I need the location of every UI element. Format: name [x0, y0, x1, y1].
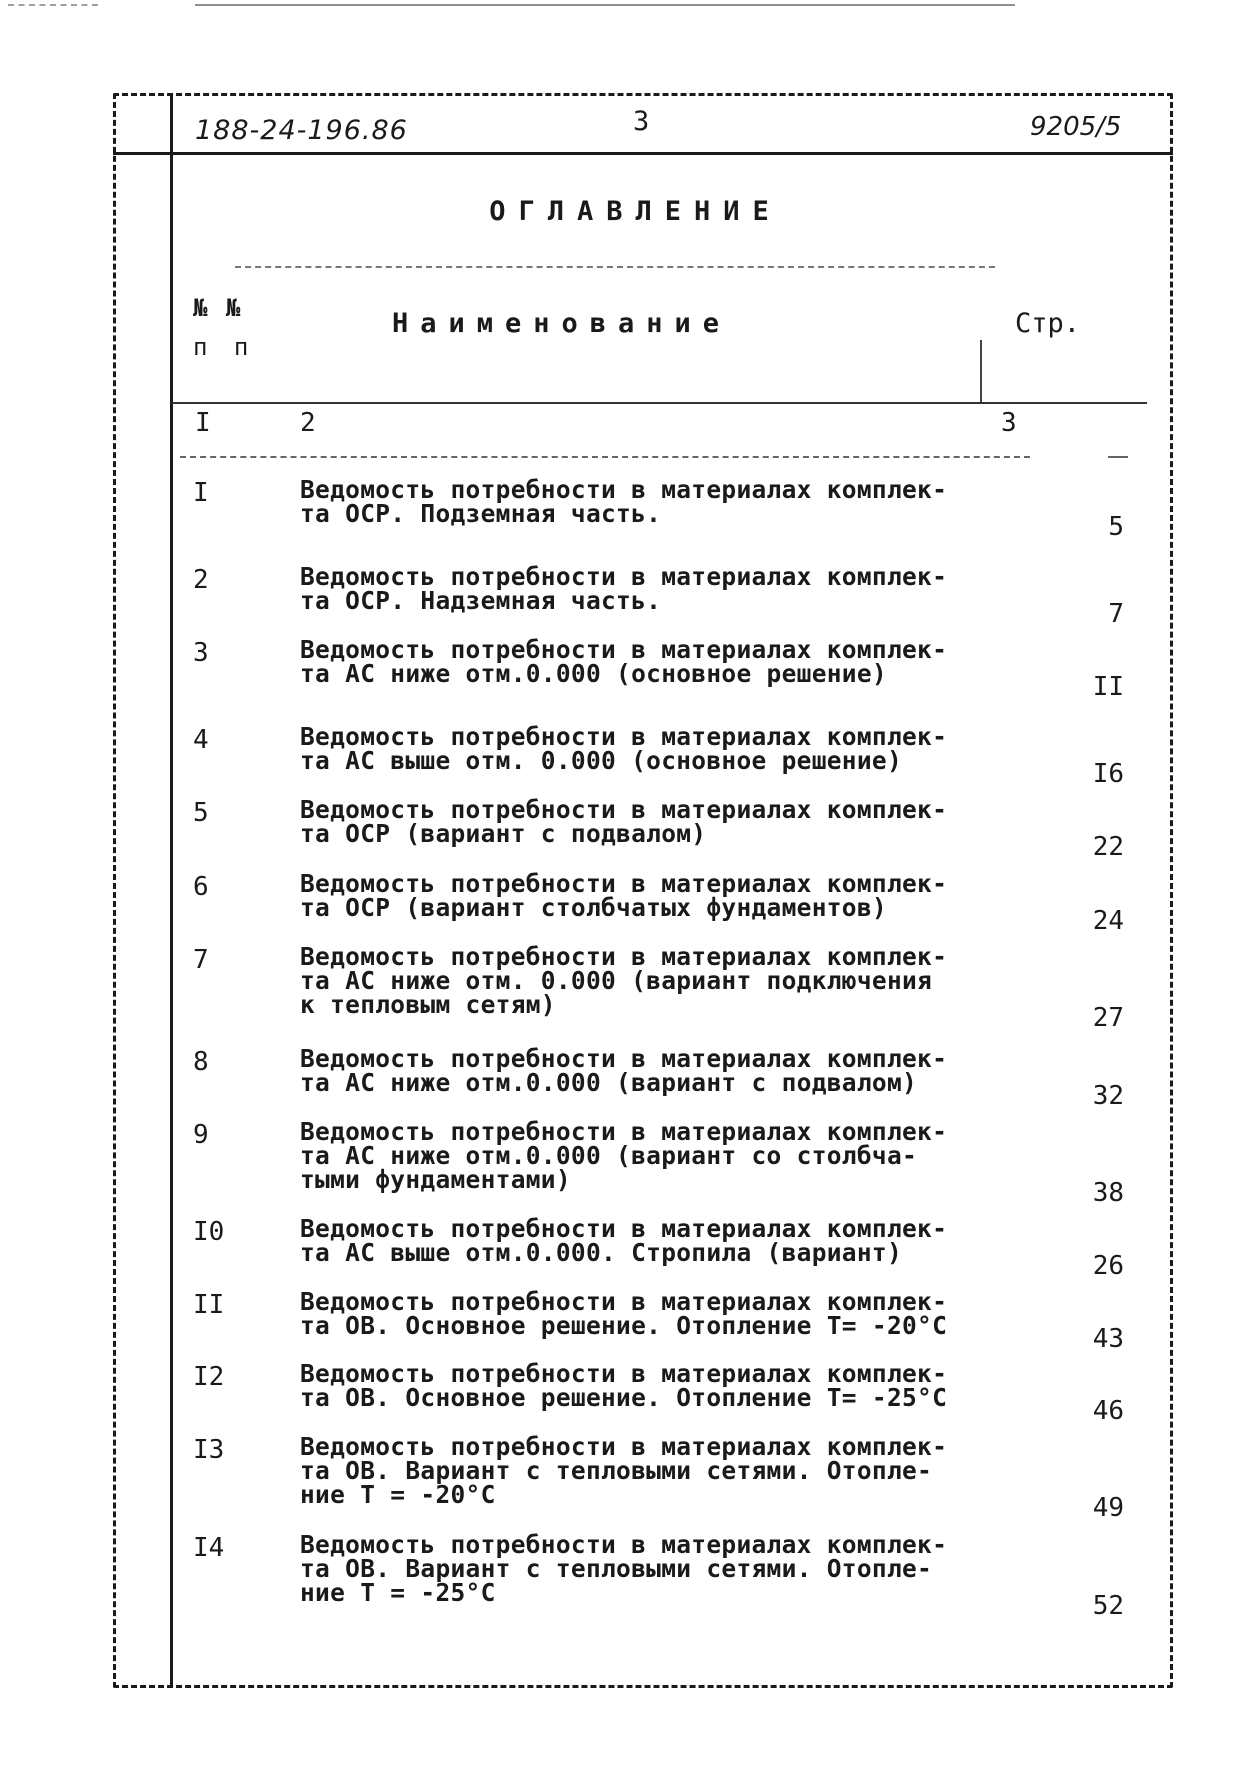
toc-entry-page: 32 — [1092, 1081, 1124, 1111]
title-divider — [235, 266, 995, 268]
toc-entry-title: Ведомость потребности в материалах комплек- та АС ниже отм. 0.000 (вариант подключения к тепловым сетям) — [300, 942, 948, 1019]
toc-entry-title: Ведомость потребности в материалах комплек- та ОСР (вариант с подвалом) — [300, 795, 948, 848]
toc-entry-title: Ведомость потребности в материалах комплек- та АС ниже отм.0.000 (вариант со столбча- тыми фундаментами) — [300, 1117, 948, 1194]
toc-entry-title: Ведомость потребности в материалах комплек- та АС ниже отм.0.000 (основное решение) — [300, 635, 948, 688]
toc-entry-page: 49 — [1092, 1493, 1124, 1523]
toc-entry-title: Ведомость потребности в материалах комплек- та АС ниже отм.0.000 (вариант с подвалом) — [300, 1044, 948, 1097]
toc-entry-number: I3 — [193, 1435, 225, 1465]
toc-entry-page: 43 — [1092, 1324, 1124, 1354]
toc-entry-title: Ведомость потребности в материалах комплек- та ОВ. Вариант с тепловыми сетями. Отопле- ние Т = -25°С — [300, 1530, 948, 1607]
table-header-rule — [172, 402, 1147, 404]
toc-entry-page: 38 — [1092, 1178, 1124, 1208]
toc-entry-number: 4 — [193, 725, 209, 755]
archive-code: 9205/5 — [1030, 112, 1122, 142]
toc-entry-title: Ведомость потребности в материалах комплек- та ОВ. Основное решение. Отопление Т= -25°С — [300, 1359, 948, 1412]
toc-entry-number: I4 — [193, 1533, 225, 1563]
toc-entry-number: 6 — [193, 872, 209, 902]
document-code: 188-24-196.86 — [195, 115, 408, 146]
toc-entry-page: 5 — [1108, 512, 1124, 542]
toc-entry-title: Ведомость потребности в материалах комплек- та ОВ. Вариант с тепловыми сетями. Отопле- ние Т = -20°С — [300, 1432, 948, 1509]
column-header-number: № № — [193, 294, 243, 322]
toc-entry-number: 3 — [193, 638, 209, 668]
column-index-2: 2 — [300, 408, 316, 438]
toc-entry-title: Ведомость потребности в материалах комплек- та АС выше отм. 0.000 (основное решение) — [300, 722, 948, 775]
column-header-name: Наименование — [392, 308, 732, 339]
page-title: ОГЛАВЛЕНИЕ — [489, 196, 782, 227]
column-index-rule — [180, 456, 1030, 458]
page-number: 3 — [633, 106, 650, 137]
toc-entry-title: Ведомость потребности в материалах комплек- та ОВ. Основное решение. Отопление Т= -20°С — [300, 1287, 948, 1340]
column-header-page: Стр. — [1015, 308, 1081, 339]
toc-entry-title: Ведомость потребности в материалах комплек- та АС выше отм.0.000. Стропила (вариант) — [300, 1214, 948, 1267]
toc-entry-page: 26 — [1092, 1251, 1124, 1281]
toc-entry-number: 8 — [193, 1047, 209, 1077]
toc-entry-number: I0 — [193, 1217, 225, 1247]
toc-entry-page: 52 — [1092, 1591, 1124, 1621]
header-rule — [113, 152, 1173, 155]
toc-entry-number: II — [193, 1290, 225, 1320]
column-header-number-sub: п п — [193, 333, 255, 361]
scan-artifact-line — [8, 4, 98, 6]
toc-entry-page: 22 — [1092, 832, 1124, 862]
toc-entry-title: Ведомость потребности в материалах комплек- та ОСР (вариант столбчатых фундаментов) — [300, 869, 948, 922]
column-index-3: 3 — [1001, 408, 1017, 438]
toc-entry-page: 7 — [1108, 599, 1124, 629]
toc-entry-page: 46 — [1092, 1396, 1124, 1426]
toc-entry-title: Ведомость потребности в материалах комплек- та ОСР. Подземная часть. — [300, 475, 948, 528]
toc-entry-page: 27 — [1092, 1003, 1124, 1033]
toc-entry-number: 2 — [193, 565, 209, 595]
toc-entry-number: I2 — [193, 1362, 225, 1392]
toc-entry-number: 5 — [193, 798, 209, 828]
frame-binding-line — [170, 93, 173, 1688]
column-index-1: I — [195, 408, 211, 438]
column-index-rule — [1108, 456, 1128, 458]
toc-entry-number: 9 — [193, 1120, 209, 1150]
toc-entry-page: 24 — [1092, 906, 1124, 936]
toc-entry-title: Ведомость потребности в материалах комплек- та ОСР. Надземная часть. — [300, 562, 948, 615]
toc-entry-page: II — [1092, 672, 1124, 702]
scan-artifact-line — [195, 4, 1015, 8]
toc-entry-number: 7 — [193, 945, 209, 975]
toc-entry-page: I6 — [1092, 759, 1124, 789]
toc-entry-number: I — [193, 478, 209, 508]
column-divider — [980, 340, 982, 402]
